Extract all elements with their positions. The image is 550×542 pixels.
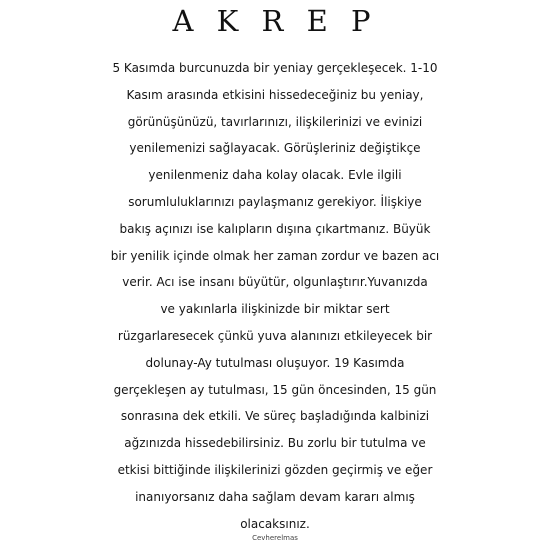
body-line-9: verir. Acı ise insanı büyütür, olgunlaştırır.Yuvanızda [122,275,428,290]
body-line-14: sonrasına dek etkili. Ve süreç başladığında kalbinizi [120,409,430,424]
body-line-16: etkisi bittiğinde ilişkilerinizi gözden geçirmiş ve eğer [117,462,433,477]
body-line-13: gerçekleşen ay tutulması, 15 gün öncesinden, 15 gün [113,382,437,397]
body-line-6: sorumluluklarınızı paylaşmanız gerekiyor. İlişkiye [128,194,422,209]
body-line-15: ağzınızda hissedebilirsiniz. Bu zorlu bir tutulma ve [124,436,426,451]
body-line-3: görünüşünüzü, tavırlarınızı, ilişkilerinizi ve evinizi [127,114,423,129]
body-line-10: ve yakınlarla ilişkinizde bir miktar sert [160,302,390,317]
body-line-12: dolunay-Ay tutulması oluşuyor. 19 Kasımda [145,355,405,370]
body-line-11: rüzgarlaresecek çünkü yuva alanınızı etkileyecek bir [117,328,433,343]
body-line-18: olacaksınız. [240,516,310,531]
body-line-2: Kasım arasında etkisini hissedeceğiniz bu yeniay, [126,87,424,102]
body-line-8: bir yenilik içinde olmak her zaman zordur ve bazen acı [110,248,440,263]
cut-off-caption: Cevherelmas [252,534,298,542]
body-line-4: yenilemenizi sağlayacak. Görüşleriniz değiştikçe [129,141,421,156]
article-body [0,55,550,537]
body-line-5: yenilenmeniz daha kolay olacak. Evle ilgili [148,168,402,183]
article-title: A K R E P [172,4,378,38]
body-line-1: 5 Kasımda burcunuzda bir yeniay gerçekleşecek. 1-10 [112,61,438,75]
body-line-17: inanıyorsanız daha sağlam devam kararı almış [135,489,415,504]
body-line-7: bakış açınızı ise kalıpların dışına çıkartmanız. Büyük [119,221,431,236]
